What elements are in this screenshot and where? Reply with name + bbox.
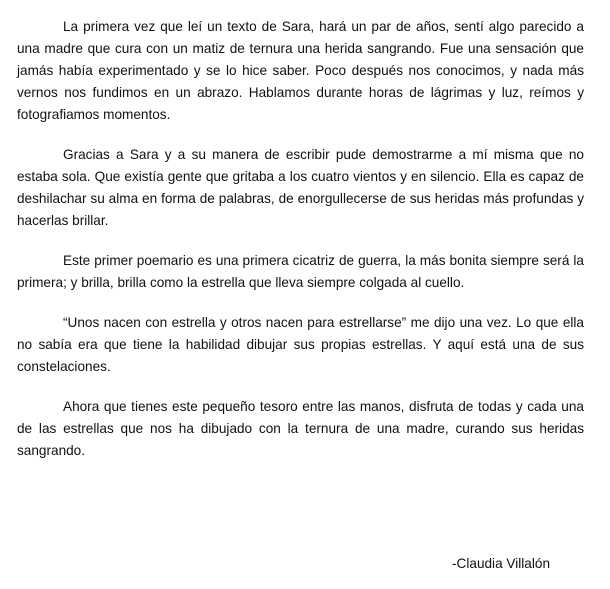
paragraph-4: “Unos nacen con estrella y otros nacen para estrellarse” me dijo una vez. Lo que ella no sabía era que tiene la habilidad dibujar sus propias estrellas. Y aquí está una de sus constelaciones. [17,315,584,374]
paragraph-5: Ahora que tienes este pequeño tesoro entre las manos, disfruta de todas y cada una de las estrellas que nos ha dibujado con la ternura de una madre, curando sus heridas sangrando. [17,399,584,458]
paragraph-3: Este primer poemario es una primera cicatriz de guerra, la más bonita siempre será la primera; y brilla, brilla como la estrella que lleva siempre colgada al cuello. [17,253,584,290]
paragraph-2: Gracias a Sara y a su manera de escribir pude demostrarme a mí misma que no estaba sola. Que existía gente que gritaba a los cuatro vientos y en silencio. Ella es capaz de deshilachar su alma en forma de palabras, de enorgullecerse de sus heridas más profundas y hacerlas brillar. [17,147,584,228]
paragraph-1: La primera vez que leí un texto de Sara, hará un par de años, sentí algo parecido a una madre que cura con un matiz de ternura una herida sangrando. Fue una sensación que jamás había experimentado y se lo hice saber. Poco después nos conocimos, y nada más vernos nos fundimos en un abrazo. Hablamos durante horas de lágrimas y luz, reímos y fotografiamos momentos. [17,19,584,122]
document-body [17,16,584,480]
signature: -Claudia Villalón [452,556,550,571]
